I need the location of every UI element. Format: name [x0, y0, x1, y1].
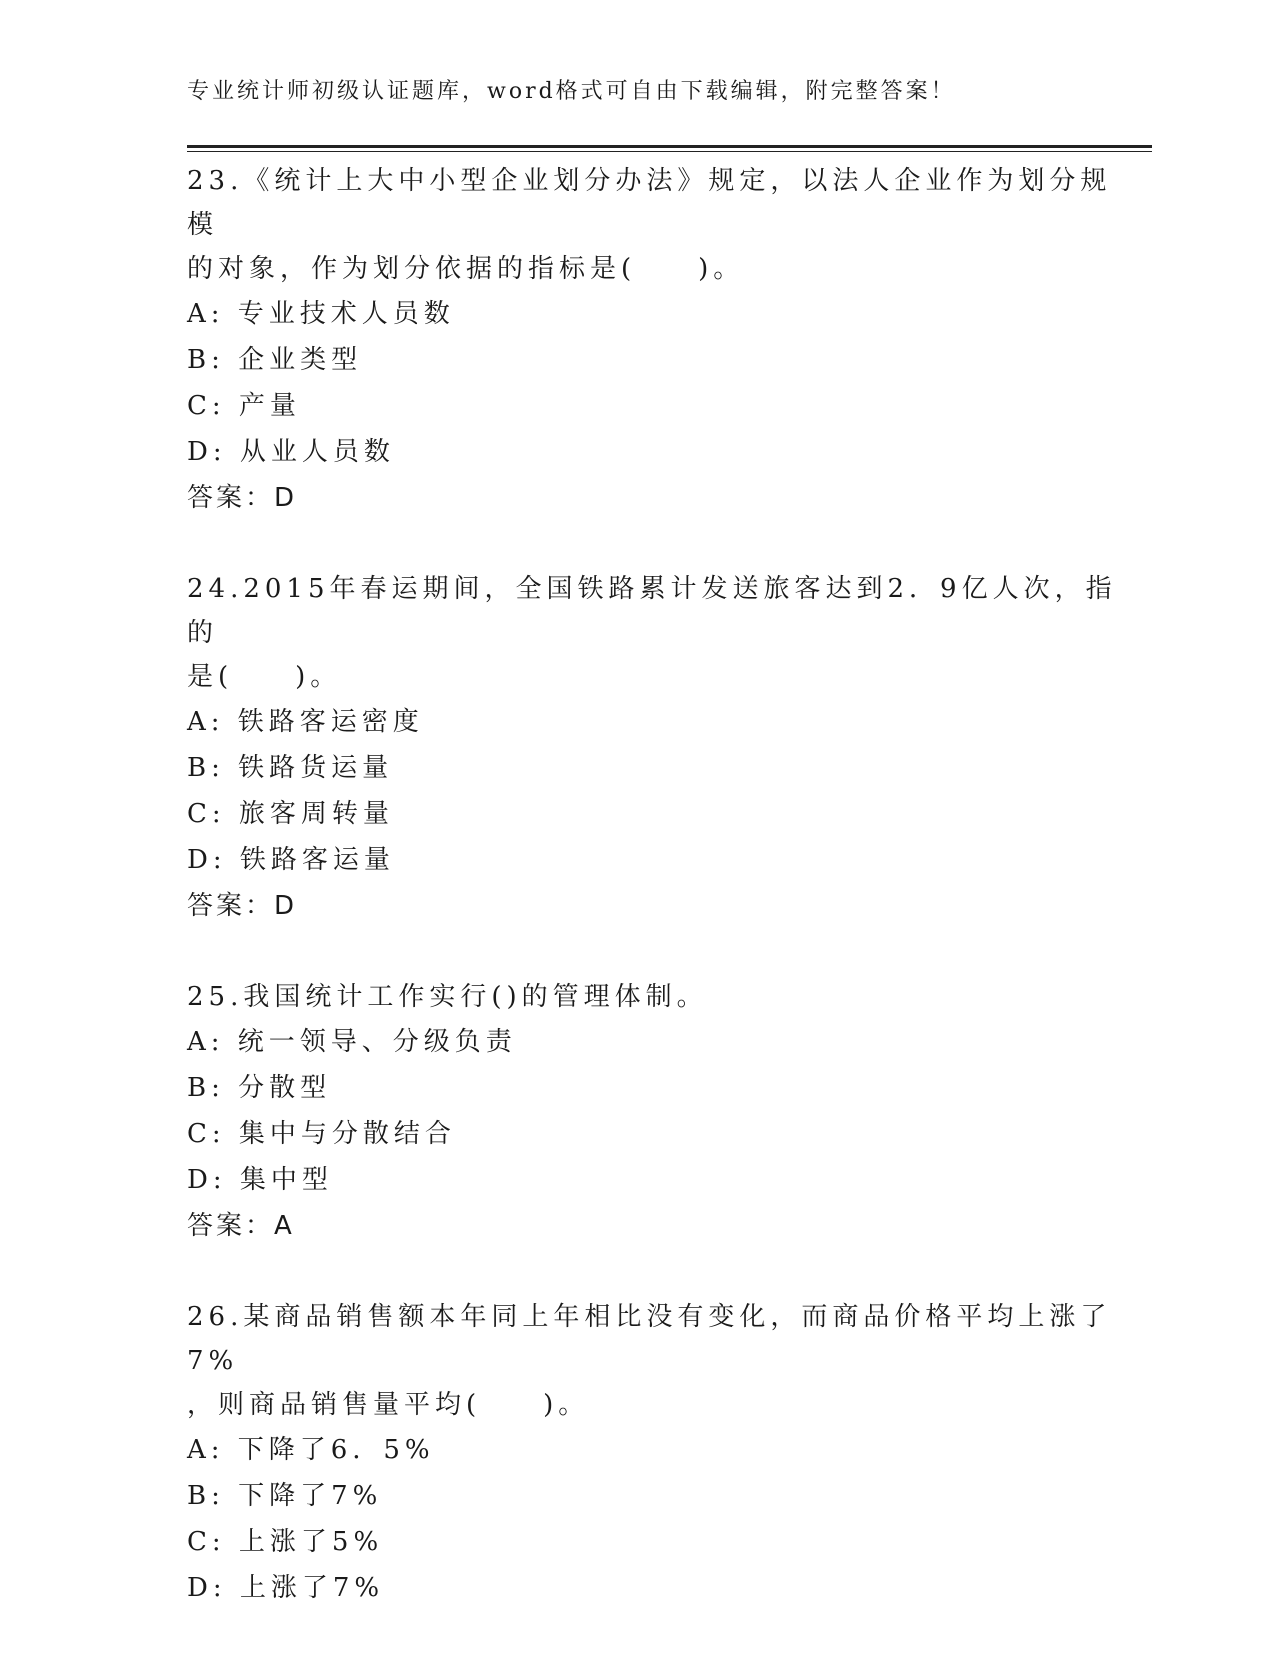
question-text-line: 24.2015年春运期间，全国铁路累计发送旅客达到2．9亿人次，指的: [187, 574, 1117, 648]
question-text-line: 25.我国统计工作实行()的管理体制。: [187, 982, 708, 1012]
option-d: D: 集中型: [187, 1165, 333, 1195]
answer: 答案：A: [187, 1211, 295, 1241]
option-a: A: 统一领导、分级负责: [187, 1027, 517, 1057]
question-text-line: ，则商品销售量平均( )。: [187, 1390, 590, 1420]
option-b: B: 铁路货运量: [187, 753, 394, 783]
option-b: B: 企业类型: [187, 345, 363, 375]
option-d: D: 铁路客运量: [187, 845, 395, 875]
option-a: A: 专业技术人员数: [187, 299, 455, 329]
option-a: A: 下降了6．5%: [187, 1435, 435, 1465]
question-text-line: 23.《统计上大中小型企业划分办法》规定，以法人企业作为划分规模: [187, 166, 1112, 240]
option-b: B: 分散型: [187, 1073, 332, 1103]
option-c: C: 产量: [187, 391, 301, 421]
option-b: B: 下降了7%: [187, 1481, 383, 1511]
question-25: [187, 975, 1117, 1249]
option-d: D: 从业人员数: [187, 437, 395, 467]
question-text-line: 是( )。: [187, 662, 342, 692]
option-c: C: 旅客周转量: [187, 799, 394, 829]
answer: 答案：D: [187, 483, 298, 513]
option-a: A: 铁路客运密度: [187, 707, 424, 737]
option-c: C: 集中与分散结合: [187, 1119, 456, 1149]
question-list: [187, 159, 1117, 1657]
question-26: [187, 1295, 1117, 1611]
header-rule-thick: [187, 145, 1152, 148]
page-header: 专业统计师初级认证题库，word格式可自由下载编辑，附完整答案！: [187, 79, 956, 104]
question-text-line: 的对象，作为划分依据的指标是( )。: [187, 254, 745, 284]
question-24: [187, 567, 1117, 929]
question-23: [187, 159, 1117, 521]
question-text-line: 26.某商品销售额本年同上年相比没有变化，而商品价格平均上涨了7%: [187, 1302, 1112, 1376]
answer: 答案：D: [187, 891, 298, 921]
option-c: C: 上涨了5%: [187, 1527, 384, 1557]
header-rule-thin: [187, 151, 1152, 152]
option-d: D: 上涨了7%: [187, 1573, 385, 1603]
